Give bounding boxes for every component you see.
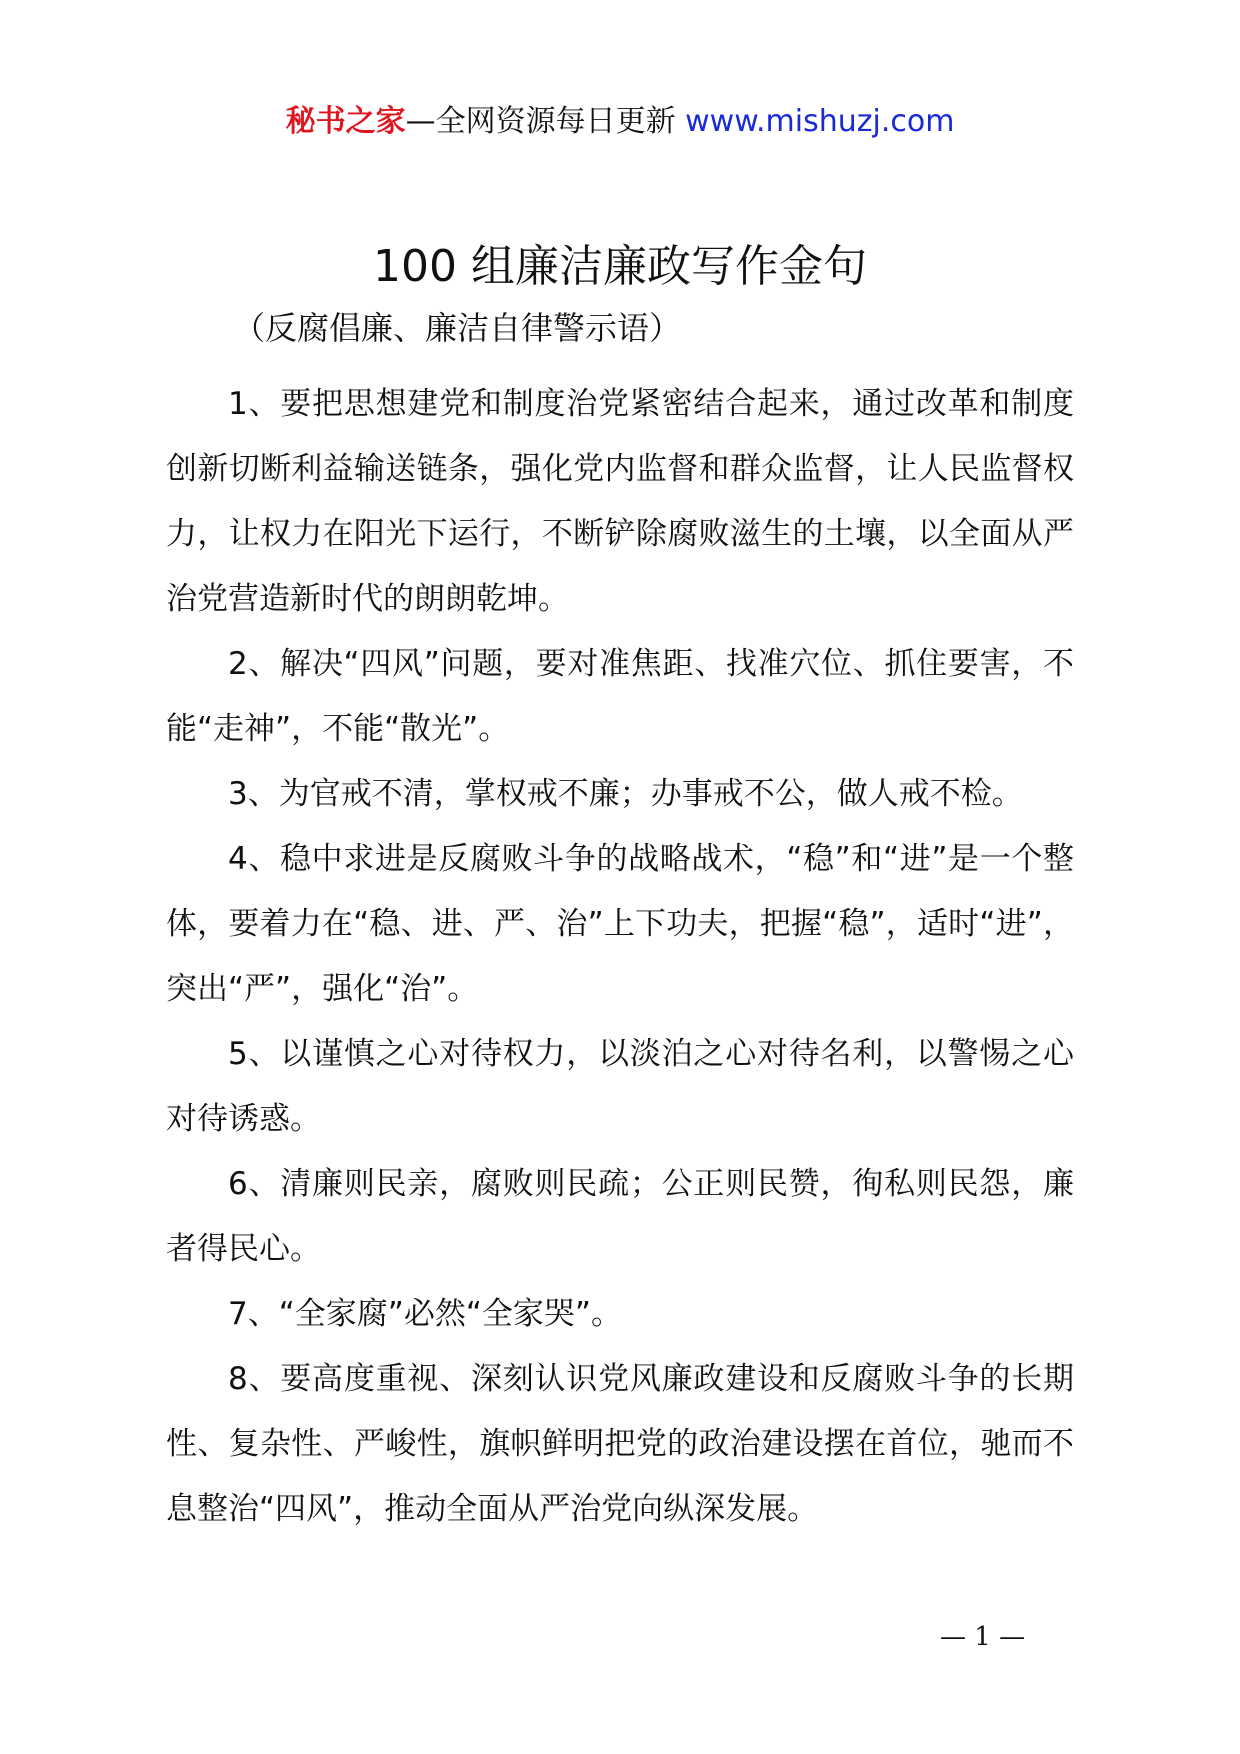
site-url-link[interactable]: www.mishuzj.com: [685, 104, 955, 139]
site-brand: 秘书之家: [285, 104, 406, 139]
document-title: 100 组廉洁廉政写作金句: [373, 241, 867, 292]
paragraph-1: 1、要把思想建党和制度治党紧密结合起来，通过改革和制度创新切断利益输送链条，强化党内监督和群众监督，让人民监督权力，让权力在阳光下运行，不断铲除腐败滋生的土壤，以全面从严治党营造新时代的朗朗乾坤。: [166, 386, 1074, 617]
paragraph-2: 2、解决“四风”问题，要对准焦距、找准穴位、抓住要害，不能“走神”，不能“散光”。: [166, 646, 1074, 747]
document-subtitle: （反腐倡廉、廉洁自律警示语）: [233, 309, 682, 347]
site-slogan: —全网资源每日更新: [405, 104, 686, 139]
paragraph-6: 6、清廉则民亲，腐败则民疏；公正则民赞，徇私则民怨，廉者得民心。: [166, 1166, 1074, 1267]
paragraph-3: 3、为官戒不清，掌权戒不廉；办事戒不公，做人戒不检。: [228, 776, 1023, 812]
site-banner: [0, 102, 1240, 142]
paragraph-4: 4、稳中求进是反腐败斗争的战略战术，“稳”和“进”是一个整体，要着力在“稳、进、严、治”上下功夫，把握“稳”，适时“进”，突出“严”，强化“治”。: [166, 841, 1074, 1007]
document-body: [166, 372, 1074, 1542]
page-number: — 1 —: [940, 1622, 1026, 1652]
paragraph-5: 5、以谨慎之心对待权力，以淡泊之心对待名利，以警惕之心对待诱惑。: [166, 1036, 1074, 1137]
paragraph-7: 7、“全家腐”必然“全家哭”。: [228, 1296, 622, 1332]
paragraph-8: 8、要高度重视、深刻认识党风廉政建设和反腐败斗争的长期性、复杂性、严峻性，旗帜鲜明把党的政治建设摆在首位，驰而不息整治“四风”，推动全面从严治党向纵深发展。: [166, 1361, 1074, 1527]
